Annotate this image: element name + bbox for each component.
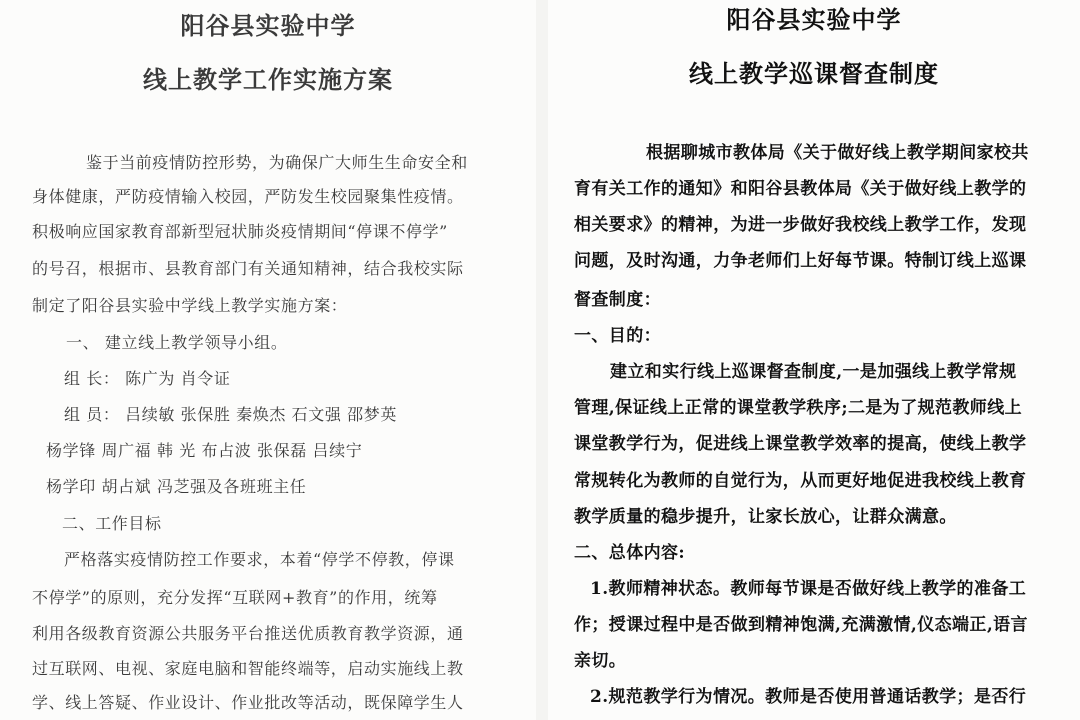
right-body-line: 1.教师精神状态。教师每节课是否做好线上教学的准备工 [590,579,1027,599]
left-body-line: 过互联网、电视、家庭电脑和智能终端等，启动实施线上教 [32,659,464,678]
page-gutter [536,0,548,720]
left-section-heading: 一、 建立线上教学领导小组。 [66,333,288,352]
left-document-title: 线上教学工作实施方案 [143,65,393,94]
right-body-line: 根据聊城市教体局《关于做好线上教学期间家校共 [646,143,1029,163]
right-body-line: 亲切。 [574,651,627,671]
right-body-line: 建立和实行线上巡课督查制度,一是加强线上教学常规 [610,362,1017,382]
right-body-line: 管理,保证线上正常的课堂教学秩序;二是为了规范教师线上 [574,398,1022,418]
right-document-page [548,0,1080,720]
left-group-members-line: 杨学印 胡占斌 冯芝强及各班班主任 [46,477,307,496]
right-body-line: 2.规范教学行为情况。教师是否使用普通话教学；是否行 [590,687,1027,707]
left-body-line: 的号召，根据市、县教育部门有关通知精神，结合我校实际 [32,259,464,278]
left-body-line: 制定了阳谷县实验中学线上教学实施方案： [32,296,348,315]
right-section-heading: 二、总体内容: [574,543,686,563]
right-body-line: 教学质量的稳步提升，让家长放心，让群众满意。 [574,507,957,527]
left-body-line: 鉴于当前疫情防控形势，为确保广大师生生命安全和 [86,153,468,172]
right-section-heading: 一、目的： [574,326,661,346]
left-body-line: 利用各级教育资源公共服务平台推送优质教育教学资源，通 [32,624,464,643]
right-body-line: 相关要求》的精神，为进一步做好我校线上教学工作，发现 [574,215,1027,235]
right-body-line: 育有关工作的通知》和阳谷县教体局《关于做好线上教学的 [574,179,1027,199]
left-school-name: 阳谷县实验中学 [180,11,356,40]
left-group-members-line: 组 员： 吕续敏 张保胜 秦焕杰 石文强 邵梦英 [64,405,397,424]
left-body-line: 学、线上答疑、作业设计、作业批改等活动，既保障学生人 [32,693,464,712]
right-school-name: 阳谷县实验中学 [726,5,902,34]
right-body-line: 问题，及时沟通，力争老师们上好每节课。特制订线上巡课 [574,251,1027,271]
left-section-heading: 二、工作目标 [62,514,162,533]
right-body-line: 督查制度： [574,290,661,310]
left-body-line: 积极响应国家教育部新型冠状肺炎疫情期间“停课不停学” [32,222,448,241]
left-document-page [0,0,536,720]
right-body-line: 常规转化为教师的自觉行为，从而更好地促进我校线上教育 [574,471,1027,491]
left-body-line: 不停学”的原则，充分发挥“互联网+教育”的作用，统筹 [32,588,438,607]
right-body-line: 课堂教学行为，促进线上课堂教学效率的提高，使线上教学 [574,434,1027,454]
left-group-leader-line: 组 长： 陈广为 肖令证 [64,369,231,388]
right-document-title: 线上教学巡课督查制度 [689,59,939,88]
left-group-members-line: 杨学锋 周广福 韩 光 布占波 张保磊 吕续宁 [46,441,363,460]
right-body-line: 作；授课过程中是否做到精神饱满,充满激情,仪态端正,语言 [574,615,1028,635]
left-body-line: 严格落实疫情防控工作要求，本着“停学不停教，停课 [64,550,455,569]
left-body-line: 身体健康，严防疫情输入校园，严防发生校园聚集性疫情。 [32,187,464,206]
